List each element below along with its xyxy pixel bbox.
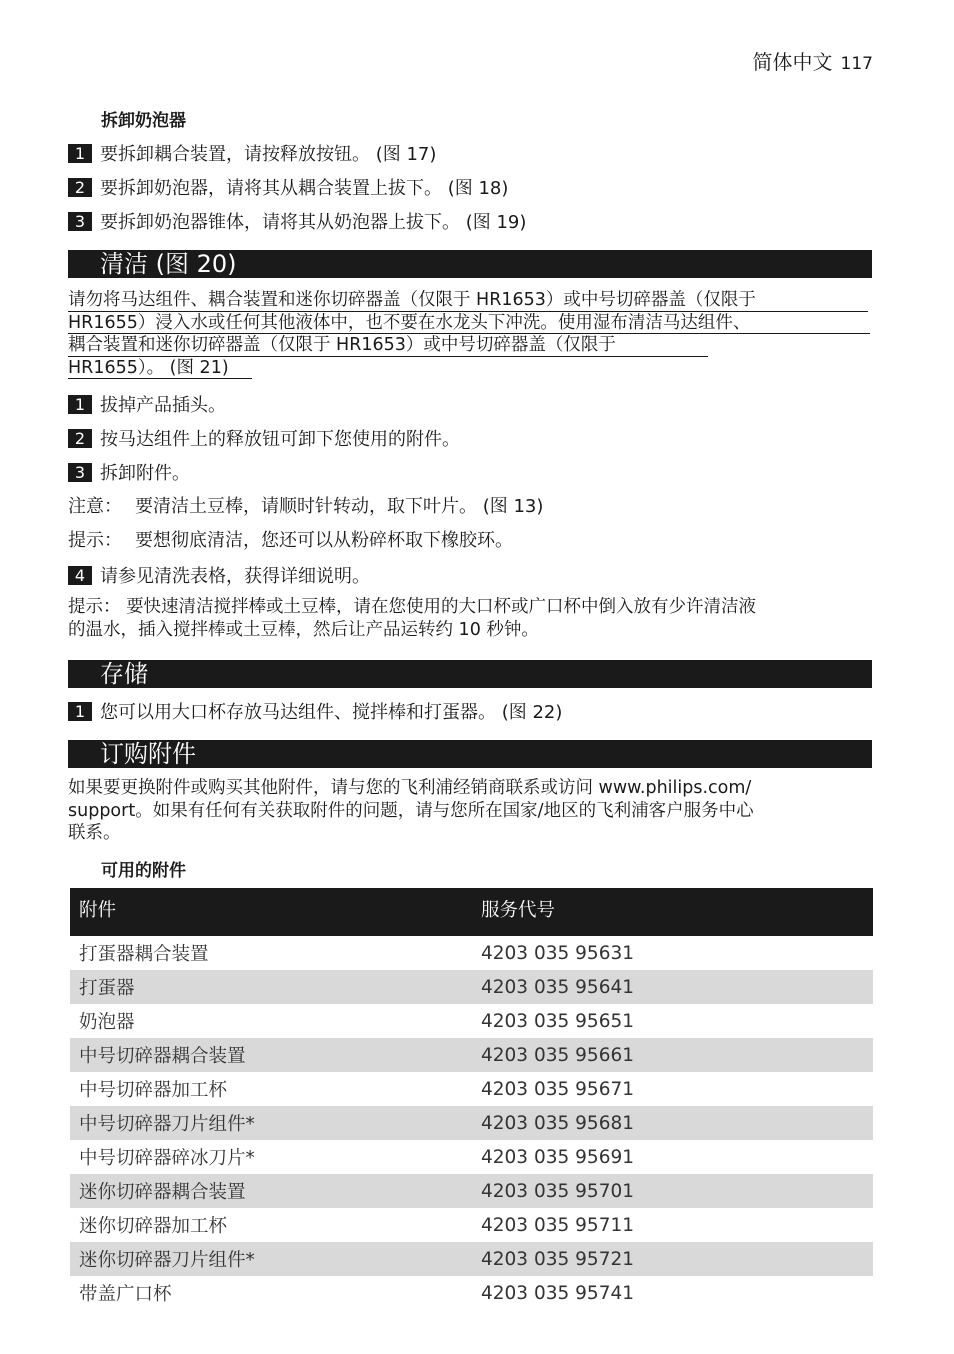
accessory-name: 中号切碎器耦合装置 <box>70 1038 472 1072</box>
step-text: 您可以用大口杯存放马达组件、搅拌棒和打蛋器。 (图 22) <box>100 702 563 723</box>
step-item <box>68 208 526 234</box>
table-row <box>70 1208 873 1242</box>
paragraph-line: 如果要更换附件或购买其他附件，请与您的飞利浦经销商联系或访问 www.philips.com/ <box>68 778 752 798</box>
tip-label: 提示： <box>68 530 122 551</box>
paragraph-line: 提示： 要快速清洁搅拌棒或土豆棒，请在您使用的大口杯或广口杯中倒入放有少许清洁液 <box>68 597 757 617</box>
service-code: 4203 035 95681 <box>472 1106 873 1140</box>
warning-line: 耦合装置和迷你切碎器盖（仅限于 HR1653）或中号切碎器盖（仅限于 <box>68 334 708 357</box>
accessory-name: 中号切碎器加工杯 <box>79 1080 228 1101</box>
service-code: 4203 035 95641 <box>472 970 873 1004</box>
column-header: 附件 <box>70 888 472 936</box>
page-number: 117 <box>840 54 873 74</box>
tip-quick-clean <box>68 596 874 641</box>
accessory-name: 打蛋器 <box>70 970 472 1004</box>
table-row <box>70 1004 873 1038</box>
service-code: 4203 035 95711 <box>481 1214 635 1236</box>
step-text: 要拆卸耦合装置，请按释放按钮。 (图 17) <box>100 144 437 165</box>
step-item <box>68 562 370 588</box>
accessory-name: 迷你切碎器刀片组件* <box>70 1242 472 1276</box>
column-header: 服务代号 <box>472 888 873 936</box>
table-header-row <box>70 888 873 936</box>
paragraph-line: 的温水，插入搅拌棒或土豆棒，然后让产品运转约 10 秒钟。 <box>68 619 539 640</box>
table-row <box>70 1174 873 1208</box>
warning-line: 请勿将马达组件、耦合装置和迷你切碎器盖（仅限于 HR1653）或中号切碎器盖（仅限于 <box>68 289 868 312</box>
ordering-paragraph <box>68 777 874 845</box>
table-row <box>70 1276 873 1310</box>
table-row <box>70 970 873 1004</box>
warning-line: HR1655）浸入水或任何其他液体中，也不要在水龙头下冲洗。使用湿布清洁马达组件、 <box>68 312 870 335</box>
accessory-name: 带盖广口杯 <box>79 1284 172 1305</box>
section-title-cleaning: 清洁 (图 20) <box>68 250 872 278</box>
service-code: 4203 035 95661 <box>472 1038 873 1072</box>
step-item <box>68 459 190 485</box>
service-code: 4203 035 95691 <box>481 1146 635 1168</box>
paragraph-line: 联系。 <box>68 823 121 843</box>
accessory-name: 迷你切碎器耦合装置 <box>70 1174 472 1208</box>
accessory-name: 中号切碎器碎冰刀片* <box>79 1148 255 1169</box>
table-row <box>70 1038 873 1072</box>
accessory-name: 奶泡器 <box>79 1012 135 1033</box>
service-code: 4203 035 95741 <box>481 1282 635 1304</box>
step-text: 拆卸附件。 <box>100 463 190 484</box>
page-header <box>753 46 873 75</box>
step-item <box>68 140 436 166</box>
step-number: 3 <box>68 463 92 482</box>
step-text: 要拆卸奶泡器，请将其从耦合装置上拔下。 (图 18) <box>100 178 509 199</box>
accessory-name: 迷你切碎器加工杯 <box>79 1216 228 1237</box>
service-code: 4203 035 95701 <box>472 1174 873 1208</box>
section-title-storage: 存储 <box>68 660 872 688</box>
accessories-table <box>70 888 873 1310</box>
step-number: 3 <box>68 212 92 231</box>
table-row <box>70 936 873 970</box>
language-label: 简体中文 <box>752 50 833 74</box>
table-row <box>70 1140 873 1174</box>
step-text: 请参见清洗表格，获得详细说明。 <box>100 566 370 587</box>
note-label: 注意： <box>68 496 122 517</box>
step-number: 2 <box>68 178 92 197</box>
disassemble-frother-heading: 拆卸奶泡器 <box>101 111 186 131</box>
accessory-name: 打蛋器耦合装置 <box>79 944 209 965</box>
section-title-ordering: 订购附件 <box>68 740 872 768</box>
note-potato-masher <box>68 492 543 518</box>
step-number: 4 <box>68 566 92 585</box>
step-number: 2 <box>68 429 92 448</box>
step-item <box>68 391 226 417</box>
table-row <box>70 1106 873 1140</box>
step-number: 1 <box>68 702 92 721</box>
paragraph-line: support。如果有任何有关获取附件的问题，请与您所在国家/地区的飞利浦客户服务中心 <box>68 800 754 821</box>
step-number: 1 <box>68 144 92 163</box>
note-text: 要清洁土豆棒，请顺时针转动，取下叶片。 (图 13) <box>135 496 544 517</box>
tip-text: 要想彻底清洁，您还可以从粉碎杯取下橡胶环。 <box>135 530 513 551</box>
table-row <box>70 1072 873 1106</box>
accessory-name: 中号切碎器刀片组件* <box>70 1106 472 1140</box>
step-text: 拔掉产品插头。 <box>100 395 226 416</box>
service-code: 4203 035 95631 <box>481 942 635 964</box>
warning-line: HR1655）。 (图 21) <box>68 357 252 380</box>
available-accessories-heading: 可用的附件 <box>101 861 186 881</box>
step-number: 1 <box>68 395 92 414</box>
service-code: 4203 035 95721 <box>472 1242 873 1276</box>
step-text: 要拆卸奶泡器锥体，请将其从奶泡器上拔下。 (图 19) <box>100 212 527 233</box>
service-code: 4203 035 95651 <box>481 1010 635 1032</box>
step-item <box>68 174 508 200</box>
tip-rubber-ring <box>68 526 513 552</box>
step-text: 按马达组件上的释放钮可卸下您使用的附件。 <box>100 429 460 450</box>
service-code: 4203 035 95671 <box>481 1078 635 1100</box>
step-item <box>68 425 460 451</box>
table-row <box>70 1242 873 1276</box>
step-item <box>68 698 562 724</box>
